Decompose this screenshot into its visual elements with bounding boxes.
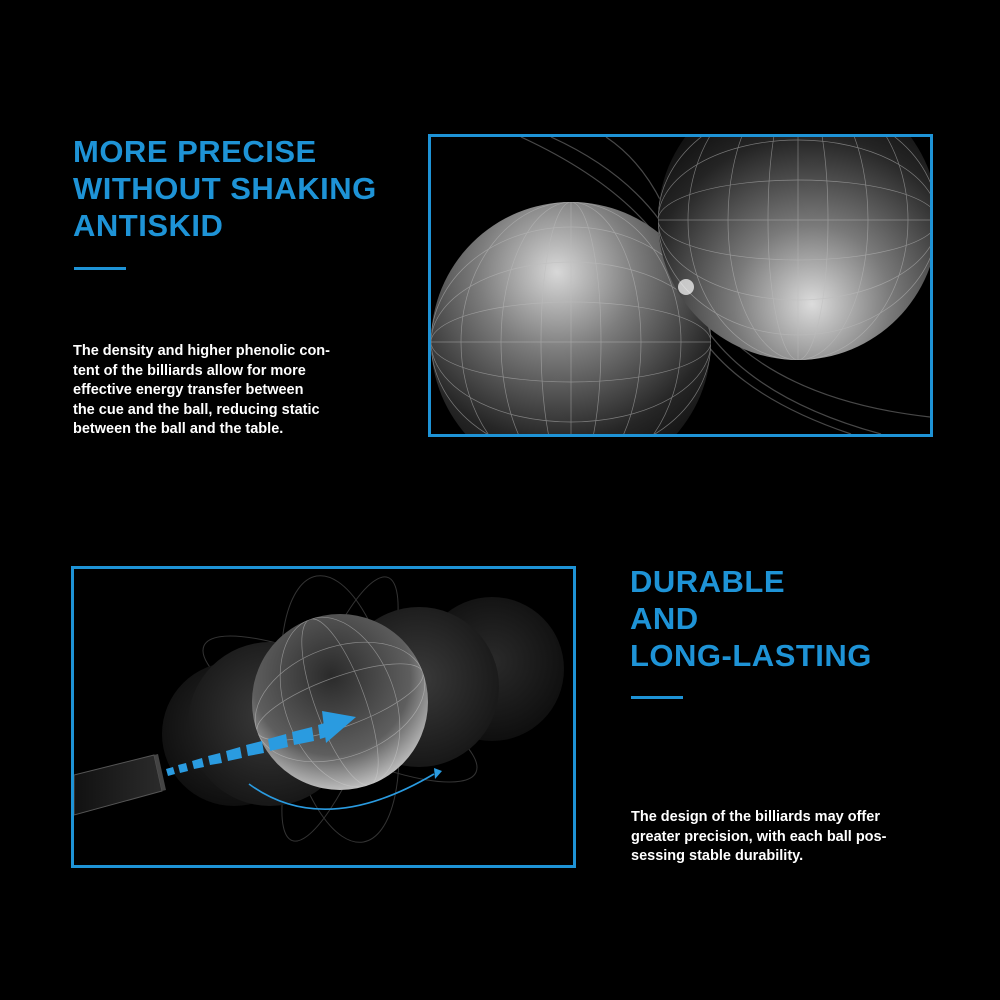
section1-description <box>73 342 330 440</box>
section1-heading-line: WITHOUT SHAKING <box>73 171 377 206</box>
colliding-balls-image <box>428 134 933 437</box>
section2-heading-line: LONG-LASTING <box>630 638 872 673</box>
section1-heading-line: MORE PRECISE <box>73 134 317 169</box>
section1-description-line: the cue and the ball, reducing static <box>73 401 320 418</box>
cue-strike-image <box>71 566 576 868</box>
section2-description <box>631 808 886 867</box>
section2-description-line: greater precision, with each ball pos- <box>631 828 887 845</box>
section1-description-line: tent of the billiards allow for more <box>73 362 306 379</box>
section2-description-line: sessing stable durability. <box>631 848 804 864</box>
colliding-balls-illustration <box>431 137 930 434</box>
section1-heading-line: ANTISKID <box>73 208 224 243</box>
section1-heading <box>73 133 377 244</box>
cue-ball <box>252 614 428 790</box>
section1-divider <box>74 267 126 270</box>
section1-description-line: The density and higher phenolic con- <box>73 343 330 359</box>
section2-heading-line: DURABLE <box>630 564 786 599</box>
section2-description-line: The design of the billiards may offer <box>631 809 880 825</box>
cue-strike-illustration <box>74 569 573 865</box>
section1-description-line: between the ball and the table. <box>73 421 284 437</box>
section2-heading <box>630 563 872 674</box>
section2-heading-line: AND <box>630 601 699 636</box>
section2-divider <box>631 696 683 699</box>
section1-description-line: effective energy transfer between <box>73 382 304 398</box>
